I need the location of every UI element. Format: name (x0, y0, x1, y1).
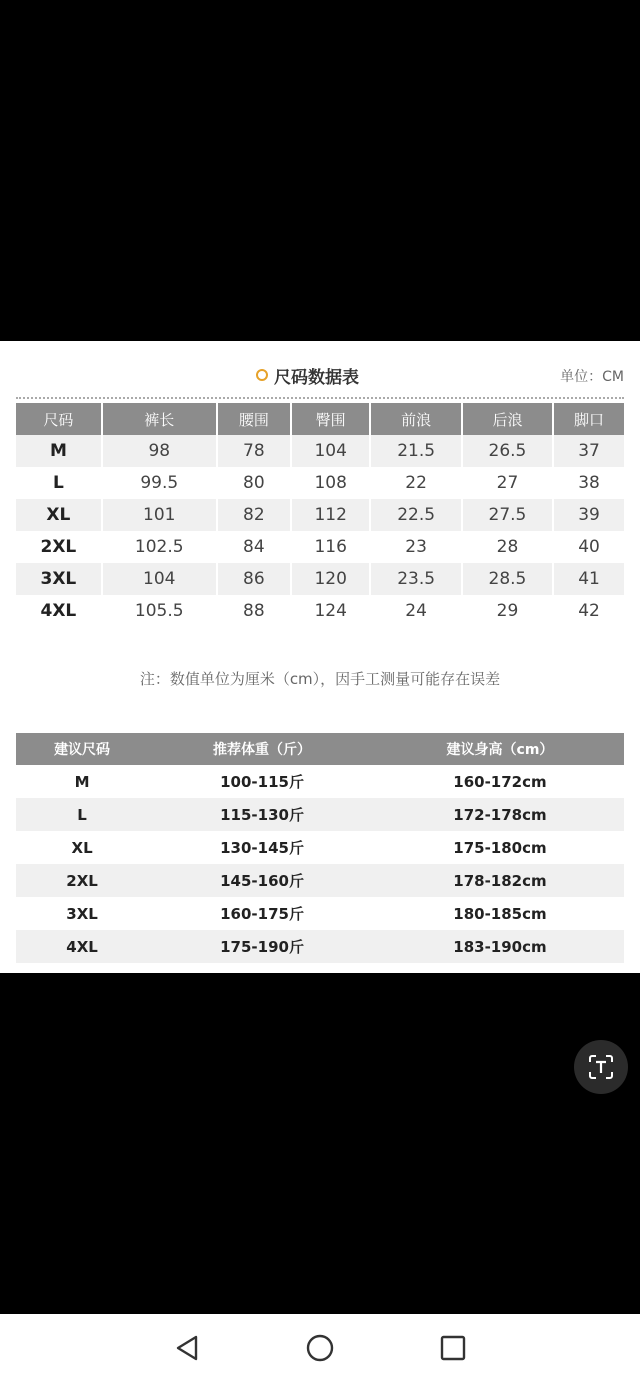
value-cell: 23.5 (371, 563, 462, 595)
value-cell: 104 (292, 435, 372, 467)
value-cell: 78 (218, 435, 292, 467)
home-circle-icon (305, 1333, 335, 1363)
height-cell: 180-185cm (376, 897, 624, 930)
weight-cell: 160-175斤 (148, 897, 376, 930)
size-cell: 2XL (16, 864, 148, 897)
recommend-table-header (16, 733, 624, 765)
chart-title: 尺码数据表 (274, 368, 359, 388)
value-cell: 27.5 (463, 499, 554, 531)
weight-cell: 145-160斤 (148, 864, 376, 897)
header-cell: 后浪 (463, 403, 554, 435)
recents-square-icon (439, 1334, 467, 1362)
size-table (16, 403, 624, 627)
size-chart-image (0, 341, 640, 973)
size-cell: 3XL (16, 897, 148, 930)
size-cell: 3XL (16, 563, 103, 595)
value-cell: 42 (554, 595, 624, 627)
value-cell: 105.5 (103, 595, 218, 627)
table-row (16, 563, 624, 595)
header-cell: 脚口 (554, 403, 624, 435)
unit-label: 单位：CM (560, 369, 624, 385)
value-cell: 99.5 (103, 467, 218, 499)
value-cell: 28.5 (463, 563, 554, 595)
header-cell: 尺码 (16, 403, 103, 435)
weight-cell: 100-115斤 (148, 765, 376, 798)
size-cell: XL (16, 831, 148, 864)
value-cell: 102.5 (103, 531, 218, 563)
value-cell: 108 (292, 467, 372, 499)
table-row (16, 765, 624, 798)
weight-cell: 175-190斤 (148, 930, 376, 963)
value-cell: 22.5 (371, 499, 462, 531)
recommend-table (16, 733, 624, 963)
measurement-note: 注：数值单位为厘米（cm），因手工测量可能存在误差 (139, 670, 501, 688)
system-nav-bar (0, 1314, 640, 1381)
value-cell: 41 (554, 563, 624, 595)
table-row (16, 595, 624, 627)
height-cell: 178-182cm (376, 864, 624, 897)
size-cell: 4XL (16, 930, 148, 963)
value-cell: 88 (218, 595, 292, 627)
header-cell: 腰围 (218, 403, 292, 435)
value-cell: 84 (218, 531, 292, 563)
nav-recents-button[interactable] (433, 1328, 473, 1368)
size-cell: M (16, 765, 148, 798)
table-row (16, 499, 624, 531)
height-cell: 175-180cm (376, 831, 624, 864)
value-cell: 27 (463, 467, 554, 499)
weight-cell: 115-130斤 (148, 798, 376, 831)
value-cell: 39 (554, 499, 624, 531)
table-row (16, 435, 624, 467)
table-row (16, 864, 624, 897)
value-cell: 37 (554, 435, 624, 467)
value-cell: 104 (103, 563, 218, 595)
header-cell: 建议尺码 (16, 733, 148, 765)
size-table-header (16, 403, 624, 435)
value-cell: 82 (218, 499, 292, 531)
table-row (16, 467, 624, 499)
size-cell: 2XL (16, 531, 103, 563)
value-cell: 38 (554, 467, 624, 499)
size-cell: L (16, 798, 148, 831)
title-bullet-icon (256, 369, 268, 381)
size-cell: M (16, 435, 103, 467)
chart-title-row (0, 341, 640, 409)
value-cell: 26.5 (463, 435, 554, 467)
nav-back-button[interactable] (167, 1328, 207, 1368)
header-cell: 前浪 (371, 403, 462, 435)
text-scan-button[interactable] (574, 1040, 628, 1094)
value-cell: 120 (292, 563, 372, 595)
value-cell: 23 (371, 531, 462, 563)
header-cell: 臀围 (292, 403, 372, 435)
table-row (16, 897, 624, 930)
value-cell: 116 (292, 531, 372, 563)
header-cell: 推荐体重（斤） (148, 733, 376, 765)
table-row (16, 531, 624, 563)
size-cell: 4XL (16, 595, 103, 627)
value-cell: 21.5 (371, 435, 462, 467)
height-cell: 172-178cm (376, 798, 624, 831)
back-triangle-icon (174, 1334, 200, 1362)
table-row (16, 798, 624, 831)
value-cell: 22 (371, 467, 462, 499)
value-cell: 86 (218, 563, 292, 595)
dotted-divider (16, 397, 624, 399)
value-cell: 98 (103, 435, 218, 467)
value-cell: 101 (103, 499, 218, 531)
value-cell: 40 (554, 531, 624, 563)
value-cell: 80 (218, 467, 292, 499)
nav-home-button[interactable] (300, 1328, 340, 1368)
value-cell: 124 (292, 595, 372, 627)
value-cell: 112 (292, 499, 372, 531)
height-cell: 183-190cm (376, 930, 624, 963)
header-cell: 裤长 (103, 403, 218, 435)
value-cell: 24 (371, 595, 462, 627)
header-cell: 建议身高（cm） (376, 733, 624, 765)
size-cell: XL (16, 499, 103, 531)
text-scan-icon (588, 1054, 614, 1080)
value-cell: 28 (463, 531, 554, 563)
weight-cell: 130-145斤 (148, 831, 376, 864)
table-row (16, 930, 624, 963)
value-cell: 29 (463, 595, 554, 627)
table-row (16, 831, 624, 864)
height-cell: 160-172cm (376, 765, 624, 798)
size-cell: L (16, 467, 103, 499)
